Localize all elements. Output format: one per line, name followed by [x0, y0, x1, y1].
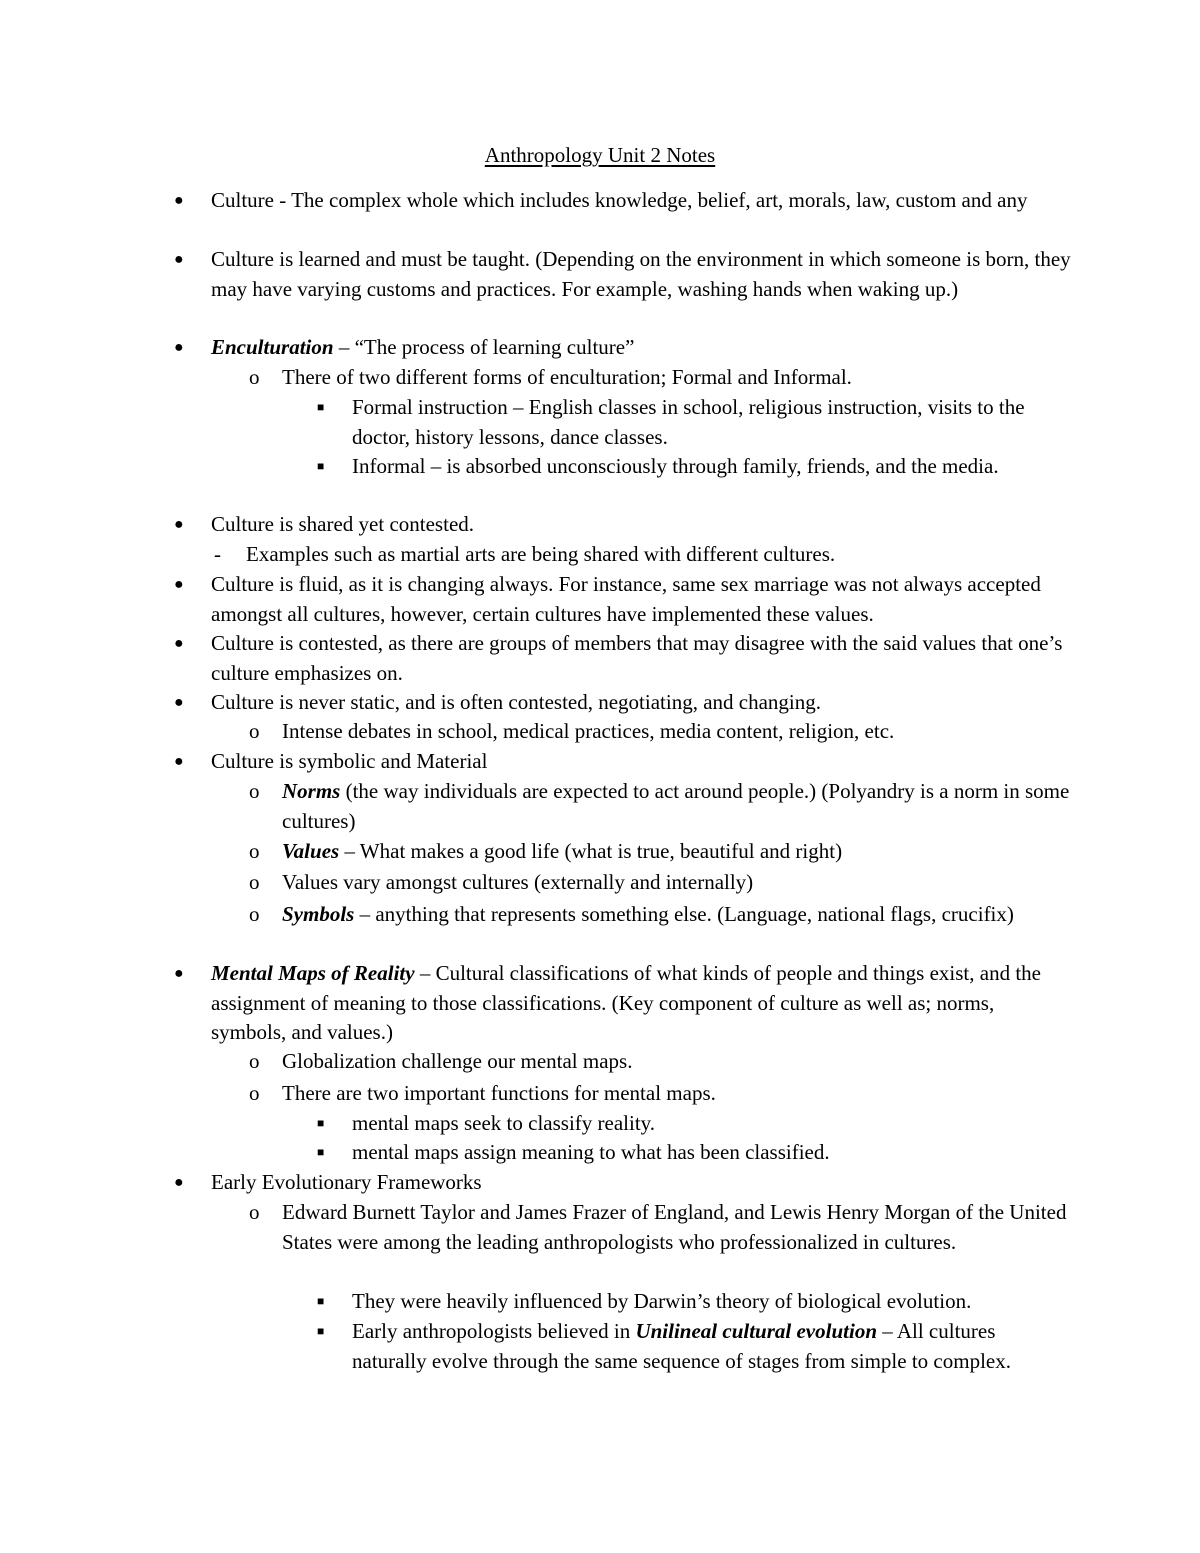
bullet-square-icon: ■: [317, 1116, 325, 1130]
item-text: – “The process of learning culture”: [333, 335, 635, 359]
list-item: [249, 1198, 1072, 1257]
bullet-circle-icon: o: [249, 902, 260, 926]
bullet-square-icon: ■: [317, 1145, 325, 1159]
item-text: – What makes a good life (what is true, beautiful and right): [339, 839, 843, 863]
bullet-square-icon: ■: [317, 1324, 325, 1338]
bullet-circle-icon: o: [249, 1081, 260, 1105]
list-item: [317, 1287, 1072, 1317]
item-text: Culture is symbolic and Material: [211, 749, 488, 773]
list-item: [174, 959, 1071, 1048]
item-text: – All cultures naturally evolve through the same sequence of stages from simple to complex.: [352, 1319, 1011, 1373]
list-item: [249, 717, 1072, 747]
item-text: – Cultural classifications of what kinds of people and things exist, and the assignment of meaning to those classifications. (Key component of culture as well as; norms, symbols, and values.): [211, 961, 1041, 1044]
item-text: mental maps seek to classify reality.: [352, 1111, 656, 1135]
bullet-circle-icon: o: [249, 870, 260, 894]
list-item: [249, 868, 1072, 898]
key-term: Mental Maps of Reality: [211, 961, 415, 985]
list-item: [249, 777, 1072, 836]
item-text: Intense debates in school, medical practices, media content, religion, etc.: [282, 719, 895, 743]
item-text: Culture is fluid, as it is changing always. For instance, same sex marriage was not always accepted amongst all cultures, however, certain cultures have implemented these values.: [211, 572, 1041, 626]
list-item: [317, 1317, 1072, 1376]
item-text: Culture is never static, and is often contested, negotiating, and changing.: [211, 690, 822, 714]
key-term: Norms: [282, 779, 341, 803]
item-text: Edward Burnett Taylor and James Frazer of England, and Lewis Henry Morgan of the United States were among the leading anthropologists who professionalized in cultures.: [282, 1200, 1067, 1254]
list-item: [174, 333, 1071, 363]
key-term: Symbols: [282, 902, 355, 926]
item-text: There are two important functions for mental maps.: [282, 1081, 716, 1105]
list-item: [174, 245, 1071, 304]
list-item: [174, 629, 1071, 688]
key-term: Enculturation: [211, 335, 334, 359]
bullet-dot-icon: ●: [174, 1174, 184, 1191]
bullet-dot-icon: ●: [174, 339, 184, 356]
item-text: Culture is shared yet contested.: [211, 512, 475, 536]
item-text: Early anthropologists believed in: [352, 1319, 636, 1343]
list-item: [174, 688, 1071, 718]
list-item: [249, 837, 1072, 867]
bullet-dot-icon: ●: [174, 516, 184, 533]
bullet-dot-icon: ●: [174, 694, 184, 711]
list-item: [317, 452, 1072, 482]
bullet-circle-icon: o: [249, 839, 260, 863]
list-item: [174, 186, 1071, 216]
key-term: Values: [282, 839, 340, 863]
bullet-square-icon: ■: [317, 459, 325, 473]
item-text: There of two different forms of enculturation; Formal and Informal.: [282, 365, 852, 389]
list-item: [174, 747, 1071, 777]
bullet-dot-icon: ●: [174, 635, 184, 652]
item-text: They were heavily influenced by Darwin’s theory of biological evolution.: [352, 1289, 972, 1313]
list-item: [174, 1168, 1071, 1198]
list-item: [317, 1109, 1072, 1139]
list-item: [249, 900, 1072, 930]
item-text: Values vary amongst cultures (externally and internally): [282, 870, 754, 894]
bullet-circle-icon: o: [249, 779, 260, 803]
item-text: mental maps assign meaning to what has been classified.: [352, 1140, 830, 1164]
item-text: – anything that represents something else. (Language, national flags, crucifix): [354, 902, 1014, 926]
bullet-dot-icon: ●: [174, 251, 184, 268]
item-text: (the way individuals are expected to act around people.) (Polyandry is a norm in some cultures): [282, 779, 1070, 833]
bullet-dot-icon: ●: [174, 965, 184, 982]
item-text: Culture is contested, as there are groups of members that may disagree with the said values that one’s culture emphasizes on.: [211, 631, 1063, 685]
list-item: [317, 1138, 1072, 1168]
item-text: Formal instruction – English classes in school, religious instruction, visits to the doctor, history lessons, dance classes.: [352, 395, 1025, 449]
list-item: [174, 510, 1071, 540]
bullet-dot-icon: ●: [174, 753, 184, 770]
list-item: [249, 1047, 1072, 1077]
bullet-square-icon: ■: [317, 400, 325, 414]
key-term: Unilineal cultural evolution: [635, 1319, 877, 1343]
item-text: Culture is learned and must be taught. (Depending on the environment in which someone is born, they may have varying customs and practices. For example, washing hands when waking up.): [211, 247, 1071, 301]
bullet-square-icon: ■: [317, 1294, 325, 1308]
bullet-dot-icon: ●: [174, 192, 184, 209]
bullet-dot-icon: ●: [174, 576, 184, 593]
item-text: Examples such as martial arts are being shared with different cultures.: [246, 542, 836, 566]
item-text: Culture - The complex whole which includes knowledge, belief, art, morals, law, custom and any: [211, 188, 1028, 212]
item-text: Early Evolutionary Frameworks: [211, 1170, 482, 1194]
bullet-circle-icon: o: [249, 365, 260, 389]
list-item: [249, 1079, 1072, 1109]
list-item: [317, 393, 1072, 452]
bullet-dash-icon: -: [214, 542, 221, 566]
document-title: Anthropology Unit 2 Notes: [484, 143, 716, 167]
bullet-circle-icon: o: [249, 1049, 260, 1073]
list-item: [249, 363, 1072, 393]
bullet-circle-icon: o: [249, 719, 260, 743]
item-text: Informal – is absorbed unconsciously through family, friends, and the media.: [352, 454, 999, 478]
list-item: [214, 540, 1076, 570]
item-text: Globalization challenge our mental maps.: [282, 1049, 633, 1073]
list-item: [174, 570, 1071, 629]
bullet-circle-icon: o: [249, 1200, 260, 1224]
